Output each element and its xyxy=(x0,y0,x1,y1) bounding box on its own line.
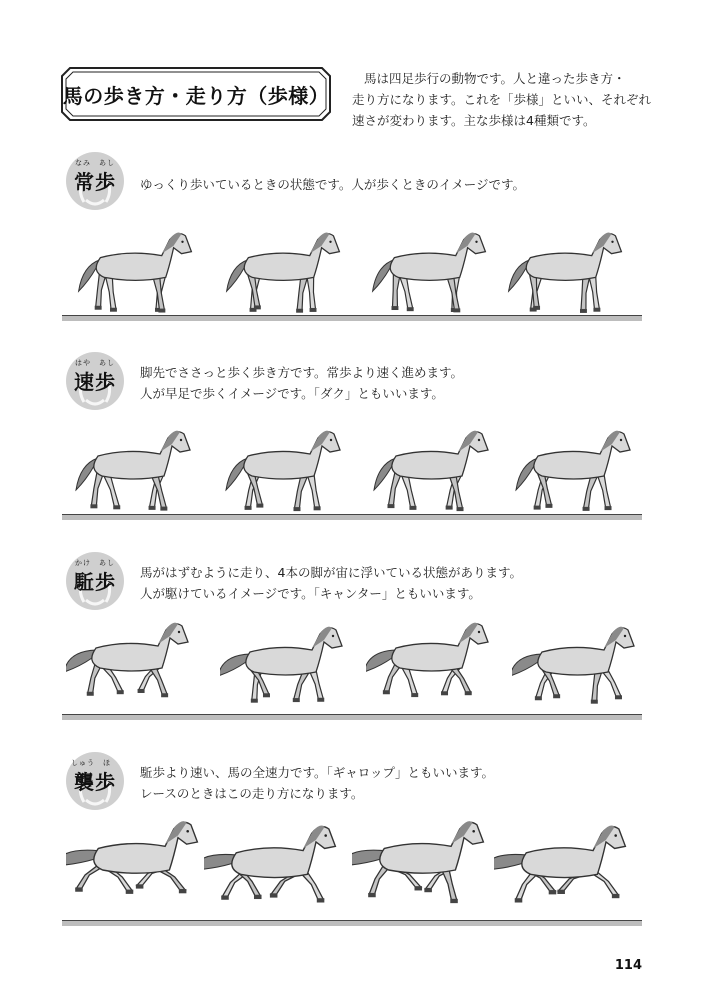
horse-illustration-gallop-4 xyxy=(494,818,634,922)
gait-badge xyxy=(66,152,124,210)
gait-description-line: ゆっくり歩いているときの状態です。人が歩くときのイメージです。 xyxy=(140,177,526,192)
horse-illustration-canter-3 xyxy=(366,620,496,716)
ground-line xyxy=(62,514,642,520)
gait-description xyxy=(140,174,525,195)
gait-description-line: 人が駆けているイメージです。「キャンター」ともいいます。 xyxy=(140,586,481,601)
gait-ruby: なみ あし xyxy=(75,159,115,167)
title-plate xyxy=(60,66,332,122)
horse-illustration-walk-1 xyxy=(70,222,200,317)
ground-line xyxy=(62,920,642,926)
intro-line: 速さが変わります。主な歩様は4種類です。 xyxy=(352,113,596,128)
horse-illustration-trot-2 xyxy=(218,420,348,516)
horse-illustration-walk-2 xyxy=(218,222,348,317)
horse-illustration-trot-1 xyxy=(68,420,198,516)
gait-badge xyxy=(66,552,124,610)
gait-ruby: はや あし xyxy=(75,359,115,367)
page-title: 馬の歩き方・走り方（歩様） xyxy=(62,83,330,108)
horse-illustration-gallop-3 xyxy=(352,818,492,922)
gait-section-gallop xyxy=(0,752,705,937)
horse-illustration-walk-3 xyxy=(364,222,494,317)
intro-line: 走り方になります。これを「歩様」といい、それぞれ xyxy=(352,92,652,107)
gait-description-line: レースのときはこの走り方になります。 xyxy=(140,786,364,801)
horse-illustration-canter-2 xyxy=(220,620,350,716)
gait-name: 常歩 xyxy=(74,170,116,194)
horse-illustration-canter-4 xyxy=(512,620,642,716)
horse-illustration-gallop-1 xyxy=(66,818,206,922)
gait-section-trot xyxy=(0,352,705,532)
horse-illustration-trot-3 xyxy=(366,420,496,516)
gait-description-line: 脚先でささっと歩く歩き方です。常歩より速く進めます。 xyxy=(140,365,464,380)
gait-description-line: 人が早足で歩くイメージです。「ダク」ともいいます。 xyxy=(140,386,444,401)
gait-description-line: 駈歩より速い、馬の全速力です。「ギャロップ」ともいいます。 xyxy=(140,765,495,780)
gait-description-line: 馬がはずむように走り、4本の脚が宙に浮いている状態があります。 xyxy=(140,565,522,580)
gait-ruby: しゅう ほ xyxy=(71,759,111,767)
gait-badge xyxy=(66,752,124,810)
gait-description xyxy=(140,762,494,804)
intro-line: 馬は四足歩行の動物です。人と違った歩き方・ xyxy=(364,71,626,86)
page-number: 114 xyxy=(614,958,642,973)
ground-line xyxy=(62,714,642,720)
horse-illustration-canter-1 xyxy=(66,620,196,716)
gait-name: 速歩 xyxy=(74,370,116,394)
horse-illustration-gallop-2 xyxy=(204,818,344,922)
gait-ruby: かけ あし xyxy=(75,559,115,567)
intro-paragraph xyxy=(352,68,652,131)
horse-illustration-trot-4 xyxy=(508,420,638,516)
gait-name: 駈歩 xyxy=(74,570,116,594)
gait-description xyxy=(140,362,463,404)
gait-section-walk xyxy=(0,152,705,332)
ground-line xyxy=(62,315,642,321)
gait-section-canter xyxy=(0,552,705,732)
gait-description xyxy=(140,562,522,604)
horse-illustration-walk-4 xyxy=(500,222,630,317)
gait-name: 襲歩 xyxy=(74,770,116,794)
gait-badge xyxy=(66,352,124,410)
